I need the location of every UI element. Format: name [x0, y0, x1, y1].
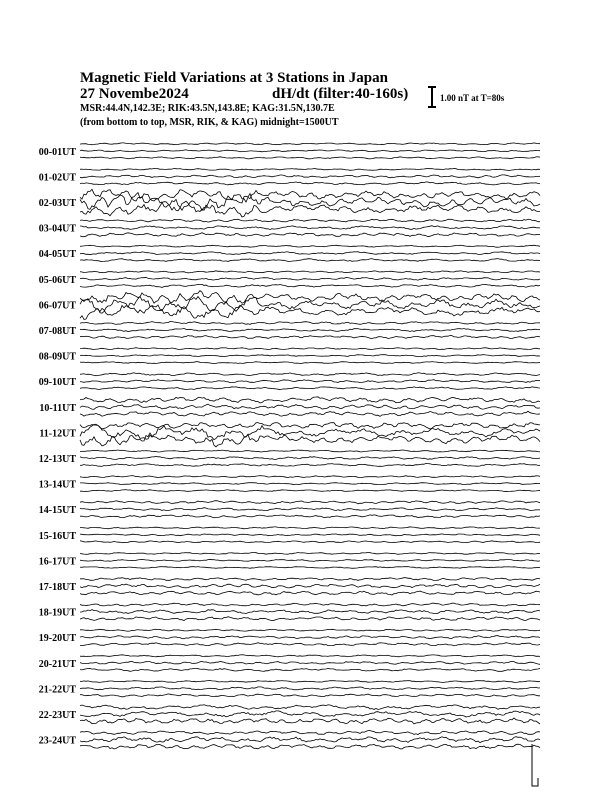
trace-kag	[80, 397, 540, 403]
hour-label: 10-11UT	[39, 402, 76, 414]
trace-kag	[80, 168, 540, 170]
trace-kag	[80, 245, 540, 247]
trace-msr	[80, 201, 540, 217]
scale-label: 1.00 nT at T=80s	[440, 93, 505, 103]
trace-msr	[80, 387, 540, 390]
trace-kag	[80, 705, 540, 710]
trace-kag	[80, 476, 540, 478]
trace-msr	[80, 591, 540, 595]
trace-msr	[80, 643, 540, 646]
trace-rik	[80, 175, 540, 178]
hour-label: 15-16UT	[38, 530, 76, 542]
trace-kag	[80, 629, 540, 631]
hour-label: 14-15UT	[38, 505, 76, 517]
trace-rik	[80, 559, 540, 561]
trace-kag	[80, 527, 540, 529]
trace-msr	[80, 182, 540, 185]
trace-kag	[80, 552, 540, 554]
trace-kag	[80, 603, 540, 606]
trace-msr	[80, 668, 540, 671]
trace-rik	[80, 226, 540, 230]
trace-msr	[80, 259, 540, 262]
trace-rik	[80, 277, 540, 280]
hour-label: 01-02UT	[38, 172, 76, 184]
trace-rik	[80, 534, 540, 536]
trace-msr	[80, 411, 540, 416]
hour-labels	[39, 147, 77, 747]
hour-label: 04-05UT	[38, 249, 76, 261]
hour-label: 19-20UT	[38, 633, 76, 645]
date-label: 27 Novembe2024	[80, 86, 189, 102]
hour-label: 02-03UT	[38, 198, 76, 209]
trace-rik	[80, 252, 540, 255]
trace-rik	[80, 355, 540, 357]
trace-msr	[80, 433, 540, 447]
trace-rik	[80, 150, 540, 152]
trace-msr	[80, 463, 540, 466]
end-marker	[532, 744, 538, 786]
chart-title: Magnetic Field Variations at 3 Stations in Japan	[80, 70, 388, 86]
trace-rik	[80, 457, 540, 460]
hour-label: 08-09UT	[38, 351, 76, 363]
hour-label: 18-19UT	[38, 607, 76, 619]
trace-kag	[80, 373, 540, 376]
trace-rik	[80, 636, 540, 639]
trace-msr	[80, 694, 540, 697]
hour-label: 06-07UT	[38, 300, 76, 312]
trace-msr	[80, 617, 540, 621]
trace-msr	[80, 718, 540, 724]
trace-rik	[80, 610, 540, 614]
trace-kag	[80, 189, 540, 202]
trace-msr	[80, 490, 540, 492]
hour-label: 09-10UT	[38, 377, 76, 389]
hour-label: 03-04UT	[38, 223, 76, 235]
trace-kag	[80, 501, 540, 504]
hour-label: 21-22UT	[38, 684, 76, 696]
hour-label: 22-23UT	[38, 710, 76, 721]
trace-kag	[80, 578, 540, 581]
hour-label: 20-21UT	[38, 658, 76, 670]
trace-msr	[80, 233, 540, 237]
hour-label: 00-01UT	[38, 146, 76, 158]
trace-rik	[80, 483, 540, 485]
hour-label: 17-18UT	[38, 582, 76, 593]
trace-msr	[80, 157, 540, 159]
order-note: (from bottom to top, MSR, RIK, & KAG) midnight=1500UT	[80, 117, 339, 128]
trace-rik	[80, 329, 540, 332]
trace-msr	[80, 305, 540, 319]
hour-label: 23-24UT	[38, 735, 76, 747]
trace-kag	[80, 271, 540, 273]
hour-label: 13-14UT	[38, 479, 76, 491]
trace-msr	[80, 362, 540, 364]
trace-rik	[80, 661, 540, 664]
trace-msr	[80, 284, 540, 287]
trace-rik	[80, 737, 540, 743]
trace-rik	[80, 687, 540, 690]
trace-rik	[80, 508, 540, 511]
trace-kag	[80, 219, 540, 222]
scale-bar-icon	[428, 86, 436, 108]
trace-kag	[80, 731, 540, 735]
filter-label: dH/dt (filter:40-160s)	[272, 86, 409, 102]
trace-kag	[80, 322, 540, 325]
trace-rik	[80, 404, 540, 409]
trace-rik	[80, 584, 540, 588]
trace-msr	[80, 567, 540, 569]
hour-label: 07-08UT	[38, 326, 76, 337]
trace-msr	[80, 744, 540, 749]
hour-label: 16-17UT	[38, 556, 76, 568]
trace-kag	[80, 423, 540, 429]
trace-rik	[80, 711, 540, 717]
trace-kag	[80, 655, 540, 657]
trace-msr	[80, 541, 540, 543]
trace-msr	[80, 515, 540, 518]
trace-kag	[80, 348, 540, 350]
trace-kag	[80, 143, 540, 145]
hour-label: 12-13UT	[38, 454, 76, 465]
trace-msr	[80, 336, 540, 339]
traces	[80, 143, 540, 786]
hour-label: 11-12UT	[39, 428, 76, 440]
trace-rik	[80, 380, 540, 383]
trace-kag	[80, 681, 540, 683]
trace-kag	[80, 450, 540, 452]
trace-rik	[80, 424, 540, 439]
stations-label: MSR:44.4N,142.3E; RIK:43.5N,143.8E; KAG:31.5N,130.7E	[80, 103, 335, 114]
hour-label: 05-06UT	[38, 274, 76, 286]
